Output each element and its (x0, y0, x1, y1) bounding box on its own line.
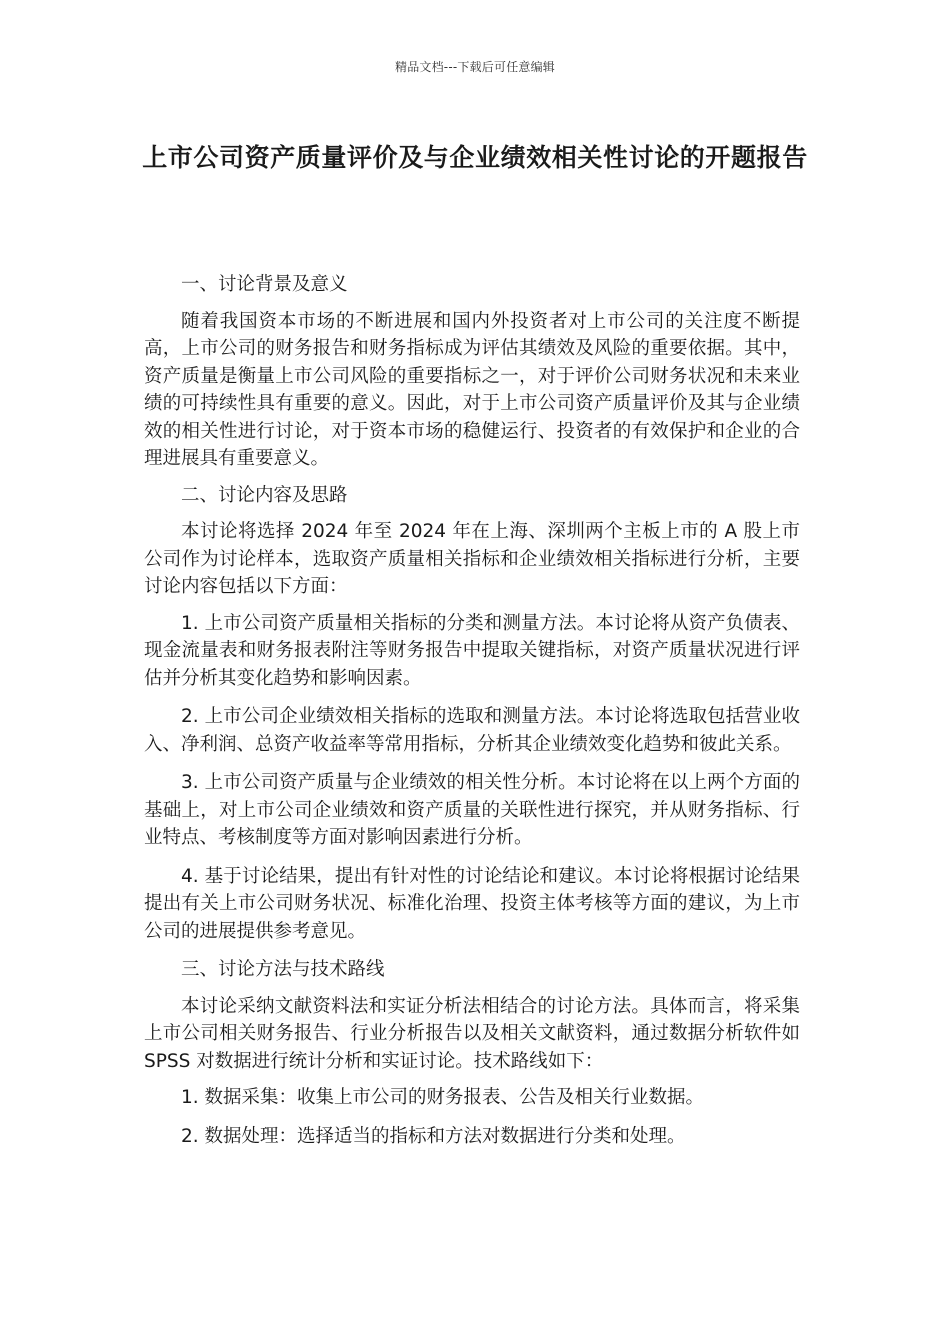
section-heading: 二、讨论内容及思路 (181, 484, 348, 506)
list-item: 1. 上市公司资产质量相关指标的分类和测量方法。本讨论将从资产负债表、现金流量表和财务报表附注等财务报告中提取关键指标，对资产质量状况进行评估并分析其变化趋势和影响因素。 (144, 612, 800, 689)
document-body (144, 271, 800, 1161)
section-heading: 一、讨论背景及意义 (181, 274, 348, 295)
page-header-note: 精品文档---下载后可任意编辑 (395, 60, 555, 74)
list-item: 2. 数据处理：选择适当的指标和方法对数据进行分类和处理。 (181, 1125, 686, 1147)
section-paragraph: 随着我国资本市场的不断进展和国内外投资者对上市公司的关注度不断提高，上市公司的财务报告和财务指标成为评估其绩效及风险的重要依据。其中，资产质量是衡量上市公司风险的重要指标之一，对于评价公司财务状况和未来业绩的可持续性具有重要的意义。因此，对于上市公司资产质量评价及其与企业绩效的相关性进行讨论，对于资本市场的稳健运行、投资者的有效保护和企业的合理进展具有重要意义。 (144, 310, 800, 469)
document-title: 上市公司资产质量评价及与企业绩效相关性讨论的开题报告 (142, 143, 808, 172)
section-intro: 本讨论采纳文献资料法和实证分析法相结合的讨论方法。具体而言，将采集上市公司相关财务报告、行业分析报告以及相关文献资料，通过数据分析软件如 SPSS 对数据进行统计分析和实证讨论。技术路线如下： (144, 995, 800, 1072)
list-item: 1. 数据采集：收集上市公司的财务报表、公告及相关行业数据。 (181, 1087, 705, 1108)
list-item: 3. 上市公司资产质量与企业绩效的相关性分析。本讨论将在以上两个方面的基础上，对上市公司企业绩效和资产质量的关联性进行探究，并从财务指标、行业特点、考核制度等方面对影响因素进行分析。 (144, 772, 800, 848)
list-item: 4. 基于讨论结果，提出有针对性的讨论结论和建议。本讨论将根据讨论结果提出有关上市公司财务状况、标准化治理、投资主体考核等方面的建议，为上市公司的进展提供参考意见。 (144, 865, 800, 942)
section-heading: 三、讨论方法与技术路线 (181, 959, 385, 980)
list-item: 2. 上市公司企业绩效相关指标的选取和测量方法。本讨论将选取包括营业收入、净利润、总资产收益率等常用指标，分析其企业绩效变化趋势和彼此关系。 (144, 706, 800, 755)
section-intro: 本讨论将选择 2024 年至 2024 年在上海、深圳两个主板上市的 A 股上市公司作为讨论样本，选取资产质量相关指标和企业绩效相关指标进行分析，主要讨论内容包括以下方面： (144, 521, 800, 597)
